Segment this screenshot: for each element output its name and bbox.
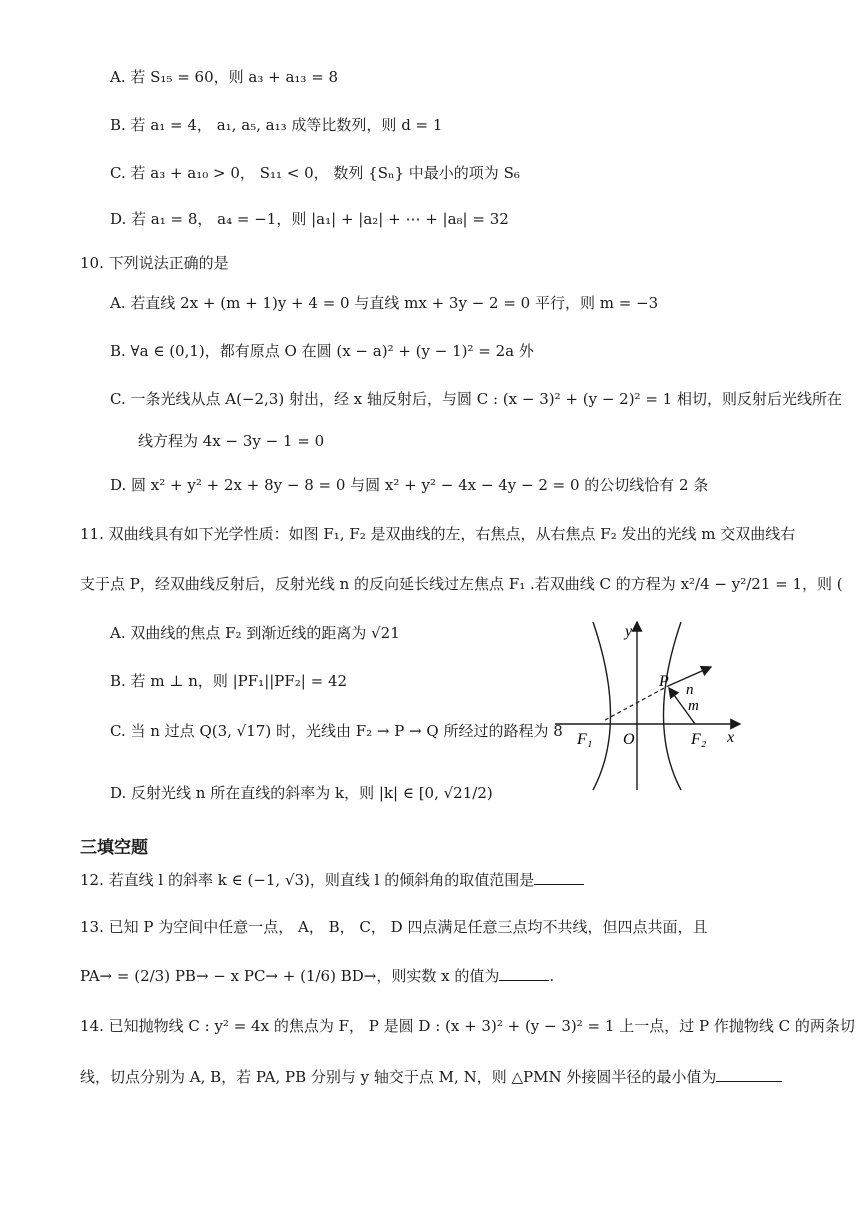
q14-answer-blank[interactable] xyxy=(716,1067,782,1082)
q12-text: 12. 若直线 l 的斜率 k ∈ (−1, √3)，则直线 l 的倾斜角的取值范围是 xyxy=(80,871,535,889)
q11-stem-line1: 11. 双曲线具有如下光学性质：如图 F₁, F₂ 是双曲线的左，右焦点，从右焦点 F₂ 发出的光线 m 交双曲线右 xyxy=(80,525,796,543)
q10-option-c-line2: 线方程为 4x − 3y − 1 = 0 xyxy=(138,432,325,450)
label-o: O xyxy=(623,731,635,748)
label-f2: F₂ xyxy=(691,731,707,748)
q14-line1: 14. 已知抛物线 C : y² = 4x 的焦点为 F， P 是圆 D : (x + 3)² + (y − 3)² = 1 上一点，过 P 作抛物线 C 的两条切 xyxy=(80,1017,855,1035)
q10-option-a: A. 若直线 2x + (m + 1)y + 4 = 0 与直线 mx + 3y − 2 = 0 平行，则 m = −3 xyxy=(110,294,659,312)
q9-option-c: C. 若 a₃ + a₁₀ > 0， S₁₁ < 0， 数列 {Sₙ} 中最小的项为 S₆ xyxy=(110,164,520,182)
left-branch xyxy=(593,622,611,790)
right-branch xyxy=(664,622,682,790)
q11-stem-line2: 支于点 P，经双曲线反射后，反射光线 n 的反向延长线过左焦点 F₁ .若双曲线 C 的方程为 x²/4 − y²/21 = 1，则 ( xyxy=(80,575,843,593)
q10-option-d: D. 圆 x² + y² + 2x + 8y − 8 = 0 与圆 x² + y² − 4x − 4y − 2 = 0 的公切线恰有 2 条 xyxy=(110,476,709,494)
q14-text: 线，切点分别为 A, B，若 PA, PB 分别与 y 轴交于点 M, N，则 △PMN 外接圆半径的最小值为 xyxy=(80,1068,717,1086)
q13-answer-blank[interactable] xyxy=(499,966,549,981)
q9-option-d: D. 若 a₁ = 8， a₄ = −1，则 |a₁| + |a₂| + ⋯ + |a₈| = 32 xyxy=(110,210,509,228)
q10-stem: 10. 下列说法正确的是 xyxy=(80,254,229,272)
q10-option-c-line1: C. 一条光线从点 A(−2,3) 射出，经 x 轴反射后，与圆 C : (x − 3)² + (y − 2)² = 1 相切，则反射后光线所在 xyxy=(110,390,842,408)
q14-line2 xyxy=(80,1067,782,1087)
q12-line xyxy=(80,870,584,890)
q11-option-a: A. 双曲线的焦点 F₂ 到渐近线的距离为 √21 xyxy=(110,624,400,642)
q13-formula: PA→ = (2/3) PB→ − x PC→ + (1/6) BD→，则实数 x 的值为 xyxy=(80,967,500,985)
label-n: n xyxy=(686,682,694,698)
q13-period: . xyxy=(549,967,555,985)
q13-line1: 13. 已知 P 为空间中任意一点， A， B， C， D 四点满足任意三点均不共线，但四点共面，且 xyxy=(80,918,708,936)
q9-option-b: B. 若 a₁ = 4， a₁, a₅, a₁₃ 成等比数列，则 d = 1 xyxy=(110,116,443,134)
label-x: x xyxy=(727,729,735,746)
section-title: 三填空题 xyxy=(80,838,148,858)
label-f1: F₁ xyxy=(577,731,593,748)
q11-option-d: D. 反射光线 n 所在直线的斜率为 k，则 |k| ∈ [0, √21/2) xyxy=(110,784,493,802)
q11-option-b: B. 若 m ⊥ n，则 |PF₁||PF₂| = 42 xyxy=(110,672,348,690)
label-m: m xyxy=(688,698,699,714)
q11-option-c: C. 当 n 过点 Q(3, √17) 时，光线由 F₂ → P → Q 所经过的路程为 8 xyxy=(110,722,563,740)
q9-option-a: A. 若 S₁₅ = 60，则 a₃ + a₁₃ = 8 xyxy=(110,68,339,86)
q12-answer-blank[interactable] xyxy=(534,870,584,885)
label-p: P xyxy=(659,673,669,690)
q10-option-b: B. ∀a ∈ (0,1)，都有原点 O 在圆 (x − a)² + (y − 1)² = 2a 外 xyxy=(110,342,534,360)
hyperbola-figure xyxy=(555,620,750,795)
q13-line2 xyxy=(80,966,554,986)
label-y: y xyxy=(625,623,633,640)
